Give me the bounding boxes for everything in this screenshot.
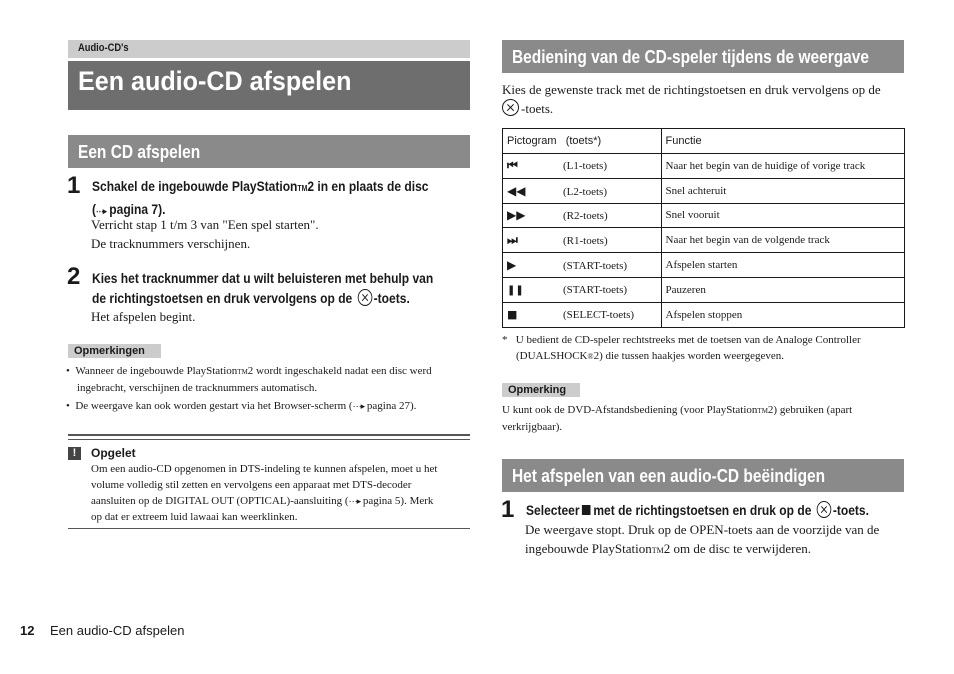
key-label: (START-toets) (563, 260, 628, 273)
fast-forward-icon: ▶▶ (507, 208, 526, 223)
page-ref-arrow-icon: ⋯▸ (348, 496, 361, 506)
note-text: U kunt ook de DVD-Afstandsbediening (voor PlayStation (502, 404, 758, 416)
right-intro (502, 80, 912, 118)
page-ref-link[interactable]: pagina 7). (109, 201, 166, 217)
note-item: • Wanneer de ingebouwde PlayStationTM2 wordt ingeschakeld nadat een disc werd (66, 365, 432, 377)
key-label: (L2-toets) (563, 185, 607, 198)
step-2-body: Het afspelen begint. (91, 309, 196, 324)
note-tag: Opmerking (502, 383, 580, 397)
table-header-cell (503, 129, 662, 154)
step-2-title-line2: de richtingstoetsen en druk vervolgens op de (92, 290, 353, 306)
caution-text: aansluiten op de DIGITAL OUT (OPTICAL)-aansluiting ( (91, 495, 349, 507)
table-row (503, 178, 905, 203)
note-1-line2: ingebracht, verschijnen de tracknummers automatisch. (77, 382, 318, 394)
tm-mark: TM (297, 184, 308, 193)
paren: ( (92, 201, 97, 217)
breadcrumb: Audio-CD's (78, 42, 129, 54)
note-text-b: 2) gebruiken (apart (767, 404, 853, 416)
right-note (502, 402, 912, 435)
intro-line: Kies de gewenste track met de richtingstoetsen en druk vervolgens op de (502, 82, 881, 97)
table-cell: Snel achteruit (661, 178, 904, 203)
step-1-body-1: Verricht stap 1 t/m 3 van "Een spel starten". (91, 217, 319, 232)
section-title-cd-afspelen: Een CD afspelen (78, 142, 201, 162)
caution-top-rule-thin (68, 439, 470, 440)
control-table (502, 128, 905, 328)
table-cell: Naar het begin van de volgende track (661, 228, 904, 253)
stop-square-icon (582, 505, 591, 515)
stop-body-text: ingebouwde PlayStation (525, 541, 652, 556)
table-header-cell: Functie (661, 129, 904, 154)
caution-bottom-rule (68, 528, 470, 529)
stop-step-title (526, 500, 869, 520)
intro-suffix: -toets. (521, 101, 554, 116)
page-ref-link[interactable]: pagina 5). Merk (362, 495, 434, 507)
note-1-text-b: 2 wordt ingeschakeld nadat een disc werd (247, 365, 432, 377)
step-2-title (92, 268, 433, 308)
cross-button-icon (357, 289, 372, 306)
play-icon: ▶ (507, 258, 517, 273)
footnote-line: U bedient de CD-speler rechtstreeks met de toetsen van de Analoge Controller (515, 334, 861, 346)
stop-icon: ■ (507, 308, 518, 322)
key-label: (SELECT-toets) (563, 309, 635, 322)
key-label: (L1-toets) (563, 160, 607, 173)
step-1-title-text: Schakel de ingebouwde PlayStation (92, 178, 298, 194)
stop-step-body (525, 520, 910, 560)
key-label: (R2-toets) (563, 210, 608, 223)
step-number-1: 1 (67, 172, 81, 199)
step-2-title-line1: Kies het tracknummer dat u wilt beluisteren met behulp van (92, 270, 434, 286)
page-ref-arrow-icon: ⋯▸ (352, 401, 365, 411)
table-header-row (503, 129, 905, 154)
page-number: 12 (20, 623, 35, 638)
page-ref-arrow-icon: ⋯▸ (96, 206, 106, 216)
registered-mark: ® (587, 352, 594, 361)
table-row (503, 154, 905, 179)
section-title-bediening: Bediening van de CD-speler tijdens de weergave (512, 47, 870, 67)
step-1-title-text-b: 2 in en plaats de disc (307, 178, 429, 194)
table-cell (503, 154, 662, 179)
table-cell (503, 203, 662, 228)
step-number-1: 1 (501, 496, 515, 523)
stop-step-title-c: -toets. (832, 502, 869, 518)
table-cell (503, 302, 662, 327)
step-2-title-suffix: -toets. (373, 290, 410, 306)
table-row (503, 203, 905, 228)
skip-back-icon: ⏮ (507, 158, 518, 173)
rewind-icon: ◀◀ (507, 183, 526, 198)
caution-icon: ! (68, 447, 81, 460)
stop-step-title-a: Selecteer (526, 502, 580, 518)
caution-top-rule (68, 434, 470, 436)
caution-title: Opgelet (91, 446, 136, 460)
step-number-2: 2 (67, 263, 81, 290)
table-cell (503, 277, 662, 302)
caution-body (91, 461, 476, 525)
tm-mark: TM (237, 368, 248, 376)
footer-title: Een audio-CD afspelen (50, 623, 185, 638)
footnote-text-b: 2) die tussen haakjes worden weergegeven. (593, 350, 784, 362)
footnote-text: (DUALSHOCK (516, 350, 588, 362)
page-title: Een audio-CD afspelen (78, 66, 352, 96)
step-1-body-2: De tracknummers verschijnen. (91, 236, 251, 251)
key-label: (START-toets) (563, 283, 628, 296)
table-cell: Naar het begin van de huidige of vorige track (661, 154, 904, 179)
note-2-text: De weergave kan ook worden gestart via het Browser-scherm ( (75, 400, 353, 412)
notes-list (66, 363, 476, 414)
caution-line (91, 493, 476, 509)
table-cell: Pauzeren (661, 277, 904, 302)
table-cell (503, 253, 662, 278)
skip-forward-icon: ⏭ (507, 232, 518, 247)
caution-line: Om een audio-CD opgenomen in DTS-indeling te kunnen afspelen, moet u het (91, 463, 438, 475)
cross-button-icon (502, 99, 519, 116)
pause-icon: ❚❚ (507, 284, 524, 296)
table-cell (503, 228, 662, 253)
table-footnote (502, 332, 912, 365)
caution-line: op dat er extreem luid lawaai kan weerklinken. (91, 511, 298, 523)
key-label: (R1-toets) (563, 234, 608, 247)
notes-tag: Opmerkingen (68, 344, 161, 358)
stop-step-title-b: met de richtingstoetsen en druk op de (593, 502, 812, 518)
stop-body-text-b: 2 om de disc te verwijderen. (663, 541, 812, 556)
note-line-2: verkrijgbaar). (502, 421, 563, 433)
header-pictogram: Pictogram (507, 135, 557, 147)
table-row (503, 302, 905, 327)
header-key: (toets*) (565, 135, 602, 147)
caution-line: volume volledig stil zetten en vervolgens een apparaat met DTS-decoder (91, 479, 412, 491)
table-row (503, 277, 905, 302)
cross-button-icon (816, 501, 831, 518)
page-ref-link[interactable]: pagina 27). (366, 400, 417, 412)
tm-mark: TM (651, 546, 664, 555)
table-cell: Snel vooruit (661, 203, 904, 228)
table-row (503, 228, 905, 253)
table-cell: Afspelen stoppen (661, 302, 904, 327)
table-row (503, 253, 905, 278)
table-cell (503, 178, 662, 203)
note-item: • De weergave kan ook worden gestart via het Browser-scherm (⋯▸ pagina 27). (66, 400, 417, 412)
section-title-beeindigen: Het afspelen van een audio-CD beëindigen (512, 466, 826, 486)
table-cell: Afspelen starten (661, 253, 904, 278)
note-1-text: Wanneer de ingebouwde PlayStation (75, 365, 238, 377)
footnote-marker: * (502, 334, 508, 346)
tm-mark: TM (757, 407, 768, 415)
stop-body-line1: De weergave stopt. Druk op de OPEN-toets aan de voorzijde van de (525, 522, 880, 537)
